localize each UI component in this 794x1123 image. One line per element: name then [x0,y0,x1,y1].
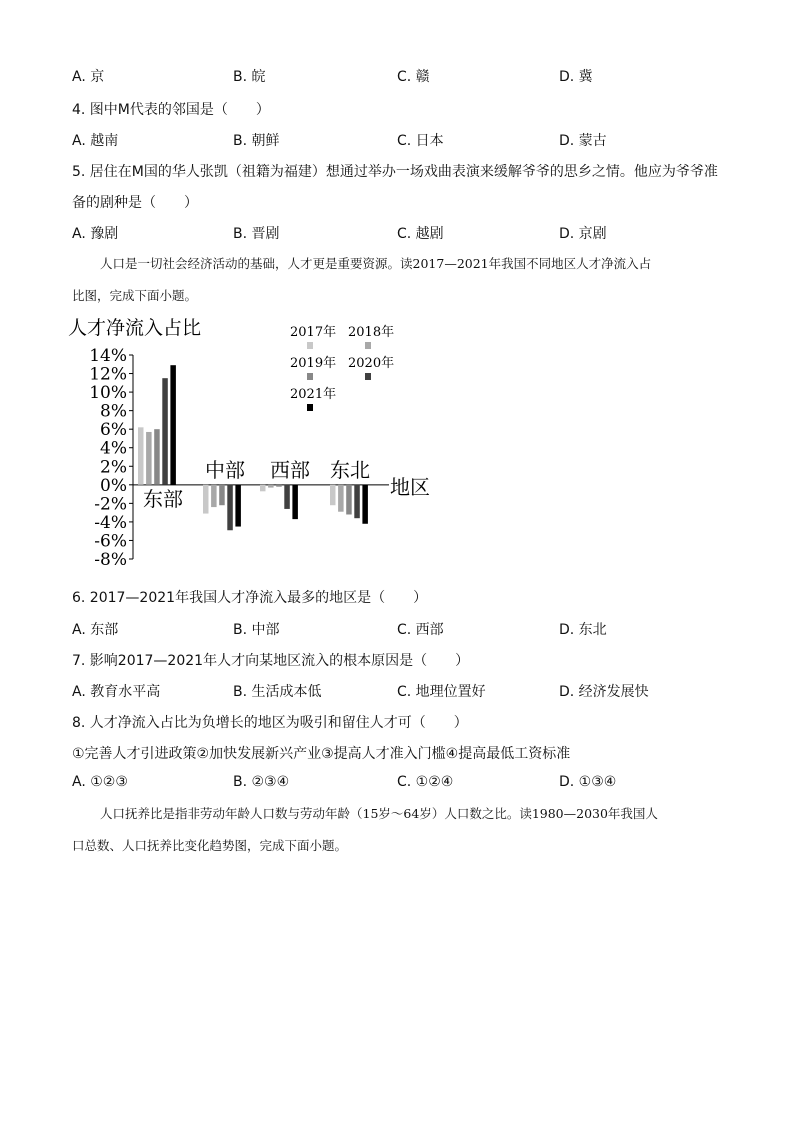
bar-2021年-西部 [292,485,298,519]
q4-stem: 4. 图中M代表的邻国是（ ） [72,102,270,118]
bar-2019年-东部 [154,429,160,485]
category-label: 东北 [330,458,370,482]
q4-option-c[interactable]: C. 日本 [397,133,444,149]
q7-option-c[interactable]: C. 地理位置好 [397,684,486,700]
q8-options [72,774,732,794]
q4-options [72,130,732,150]
bar-2019年-西部 [276,485,282,487]
y-tick-label: 0% [100,475,127,496]
legend-label: 2017年 [290,325,337,340]
bar-2017年-西部 [260,485,266,491]
y-tick-label: 12% [89,364,127,385]
y-tick-label: -4% [94,512,127,533]
y-tick-label: 2% [100,457,127,478]
q6-stem: 6. 2017—2021年我国人才净流入最多的地区是（ ） [72,590,428,606]
y-tick-label: 4% [100,438,127,459]
q8-option-b[interactable]: B. ②③④ [233,774,290,790]
intro-paragraph-2 [72,798,722,862]
q5-option-a[interactable]: A. 豫剧 [72,226,119,242]
intro-paragraph-1 [72,248,722,312]
q7-option-d[interactable]: D. 经济发展快 [559,684,649,700]
legend-label: 2018年 [348,325,395,340]
bar-2021年-东北 [362,485,368,524]
legend-swatch [365,373,371,380]
q5-stem-line1: 5. 居住在M国的华人张凯（祖籍为福建）想通过举办一场戏曲表演来缓解爷爷的思乡之情。他应为爷爷准 [72,164,718,180]
bar-2018年-中部 [211,485,217,507]
talent-inflow-chart [64,312,444,574]
q8-option-c[interactable]: C. ①②④ [397,774,454,790]
q6-option-c[interactable]: C. 西部 [397,622,444,638]
legend-swatch [365,342,371,349]
bar-2017年-东部 [138,427,144,484]
intro2-line2: 口总数、人口抚养比变化趋势图，完成下面小题。 [72,838,348,853]
q5-option-b[interactable]: B. 晋剧 [233,226,280,242]
y-tick-label: -6% [94,531,127,552]
category-label: 东部 [143,487,183,511]
y-tick-label: 8% [100,401,127,422]
y-tick-label: -8% [94,550,127,570]
bar-2018年-西部 [268,485,274,488]
bar-2017年-东北 [330,485,336,505]
q5-option-d[interactable]: D. 京剧 [559,226,607,242]
bar-2018年-东部 [146,432,152,485]
chart-legend [290,324,394,411]
x-axis-label: 地区 [390,475,430,499]
legend-label: 2021年 [290,387,337,402]
q3-option-d[interactable]: D. 冀 [559,69,593,85]
q7-option-b[interactable]: B. 生活成本低 [233,684,322,700]
bar-2017年-中部 [203,485,209,514]
y-tick-label: 10% [89,383,127,404]
q6-option-d[interactable]: D. 东北 [559,622,607,638]
q8-stem: 8. 人才净流入占比为负增长的地区为吸引和留住人才可（ ） [72,715,468,731]
y-tick-label: 6% [100,420,127,441]
bar-2019年-中部 [219,485,225,505]
q5-options [72,223,732,243]
q4-option-d[interactable]: D. 蒙古 [559,133,607,149]
category-label: 西部 [270,458,310,482]
legend-label: 2019年 [290,356,337,371]
bar-2020年-西部 [284,485,290,509]
q5-stem-line2: 备的剧种是（ ） [72,195,198,211]
q4-option-b[interactable]: B. 朝鲜 [233,133,280,149]
bar-2020年-东部 [162,378,168,485]
q4-option-a[interactable]: A. 越南 [72,133,119,149]
y-tick-label: -2% [94,494,127,515]
q3-options [72,66,732,86]
q7-stem: 7. 影响2017—2021年人才向某地区流入的根本原因是（ ） [72,653,470,669]
intro1-line1: 人口是一切社会经济活动的基础，人才更是重要资源。读2017—2021年我国不同地区人才净流入占 [100,256,652,271]
intro1-line2: 比图，完成下面小题。 [72,288,198,303]
q8-option-d[interactable]: D. ①③④ [559,774,617,790]
y-tick-label: 14% [89,346,127,366]
q3-option-a[interactable]: A. 京 [72,69,105,85]
chart-title: 人才净流入占比 [68,317,202,339]
q6-option-a[interactable]: A. 东部 [72,622,119,638]
bar-2020年-中部 [227,485,233,530]
q8-items: ①完善人才引进政策②加快发展新兴产业③提高人才准入门槛④提高最低工资标准 [72,746,571,762]
category-label: 中部 [205,458,245,482]
legend-swatch [307,342,313,349]
q3-option-b[interactable]: B. 皖 [233,69,266,85]
q6-option-b[interactable]: B. 中部 [233,622,280,638]
q8-option-a[interactable]: A. ①②③ [72,774,128,790]
bar-2018年-东北 [338,485,344,512]
q7-option-a[interactable]: A. 教育水平高 [72,684,161,700]
q5-option-c[interactable]: C. 越剧 [397,226,444,242]
bar-2020年-东北 [354,485,360,518]
bar-2021年-中部 [235,485,241,527]
q6-options [72,619,732,639]
bar-2019年-东北 [346,485,352,515]
legend-swatch [307,373,313,380]
legend-label: 2020年 [348,356,395,371]
q7-options [72,681,732,701]
bar-2021年-东部 [170,365,176,485]
legend-swatch [307,404,313,411]
q3-option-c[interactable]: C. 赣 [397,69,430,85]
intro2-line1: 人口抚养比是指非劳动年龄人口数与劳动年龄（15岁～64岁）人口数之比。读1980—2030年我国人 [100,806,658,821]
